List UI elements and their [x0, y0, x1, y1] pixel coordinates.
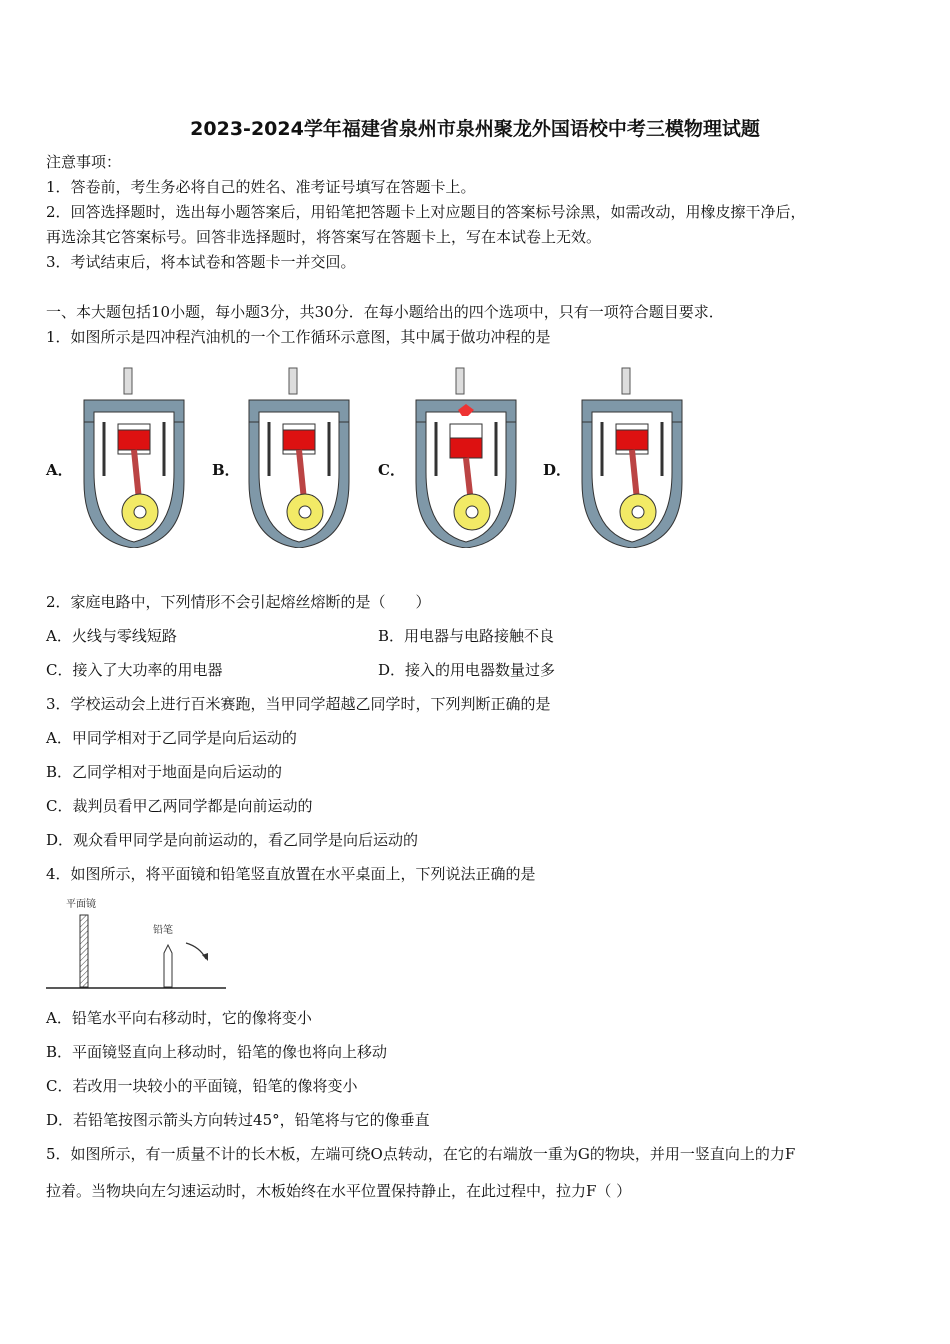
q5-stem-line2: 拉着。当物块向左匀速运动时，木板始终在水平位置保持静止，在此过程中，拉力F（ ）: [46, 1182, 632, 1200]
q1-label-d: D．: [543, 461, 572, 479]
section-heading: 一、本大题包括10小题，每小题3分，共30分．在每小题给出的四个选项中，只有一项符合题目要求．: [46, 303, 724, 321]
q2-stem: 2．家庭电路中，下列情形不会引起熔丝熔断的是（ ）: [46, 593, 431, 611]
q4-stem: 4．如图所示，将平面镜和铅笔竖直放置在水平桌面上，下列说法正确的是: [46, 865, 536, 883]
mirror-shape: [80, 915, 88, 987]
q2-option-a: A．火线与零线短路: [46, 627, 177, 645]
q2-option-b: B．用电器与电路接触不良: [378, 627, 555, 645]
q3-option-c: C．裁判员看甲乙两同学都是向前运动的: [46, 797, 313, 815]
engine-diagram-b: [243, 366, 355, 548]
q4-option-a: A．铅笔水平向右移动时，它的像将变小: [46, 1009, 312, 1027]
pencil-shape: [164, 945, 172, 987]
engine-diagram-d: [576, 366, 688, 548]
mirror-pencil-figure: [46, 893, 236, 993]
q2-option-c: C．接入了大功率的用电器: [46, 661, 223, 679]
notice-item-3: 3．考试结束后，将本试卷和答题卡一并交回。: [46, 253, 356, 271]
engine-diagram-a: [78, 366, 190, 548]
notice-item-1: 1．答卷前，考生务必将自己的姓名、准考证号填写在答题卡上。: [46, 178, 476, 196]
q1-stem: 1．如图所示是四冲程汽油机的一个工作循环示意图，其中属于做功冲程的是: [46, 328, 551, 346]
q2-option-d: D．接入的用电器数量过多: [378, 661, 556, 679]
pencil-label: 铅笔: [153, 925, 173, 936]
q3-stem: 3．学校运动会上进行百米赛跑，当甲同学超越乙同学时，下列判断正确的是: [46, 695, 551, 713]
q3-option-b: B．乙同学相对于地面是向后运动的: [46, 763, 283, 781]
q3-option-d: D．观众看甲同学是向前运动的，看乙同学是向后运动的: [46, 831, 419, 849]
notice-heading: 注意事项：: [46, 153, 122, 171]
q1-label-c: C．: [378, 461, 405, 479]
q1-label-a: A．: [46, 461, 73, 479]
q4-option-c: C．若改用一块较小的平面镜，铅笔的像将变小: [46, 1077, 358, 1095]
q5-stem-line1: 5．如图所示，有一质量不计的长木板，左端可绕O点转动，在它的右端放一重为G的物块，并用一竖直向上的力F: [46, 1145, 796, 1163]
q1-label-b: B．: [212, 461, 240, 479]
rotate-arrow-icon: [186, 943, 206, 959]
q4-option-d: D．若铅笔按图示箭头方向转过45°，铅笔将与它的像垂直: [46, 1111, 430, 1129]
notice-item-2: 2．回答选择题时，选出每小题答案后，用铅笔把答题卡上对应题目的答案标号涂黑，如需改动，用橡皮擦干净后，: [46, 203, 806, 221]
q4-option-b: B．平面镜竖直向上移动时，铅笔的像也将向上移动: [46, 1043, 388, 1061]
q3-option-a: A．甲同学相对于乙同学是向后运动的: [46, 729, 297, 747]
engine-diagram-c: [410, 366, 522, 548]
mirror-label: 平面镜: [66, 899, 96, 910]
page-title: 2023-2024学年福建省泉州市泉州聚龙外国语校中考三模物理试题: [190, 118, 760, 140]
notice-item-2-cont: 再选涂其它答案标号。回答非选择题时，将答案写在答题卡上，写在本试卷上无效。: [46, 228, 602, 246]
